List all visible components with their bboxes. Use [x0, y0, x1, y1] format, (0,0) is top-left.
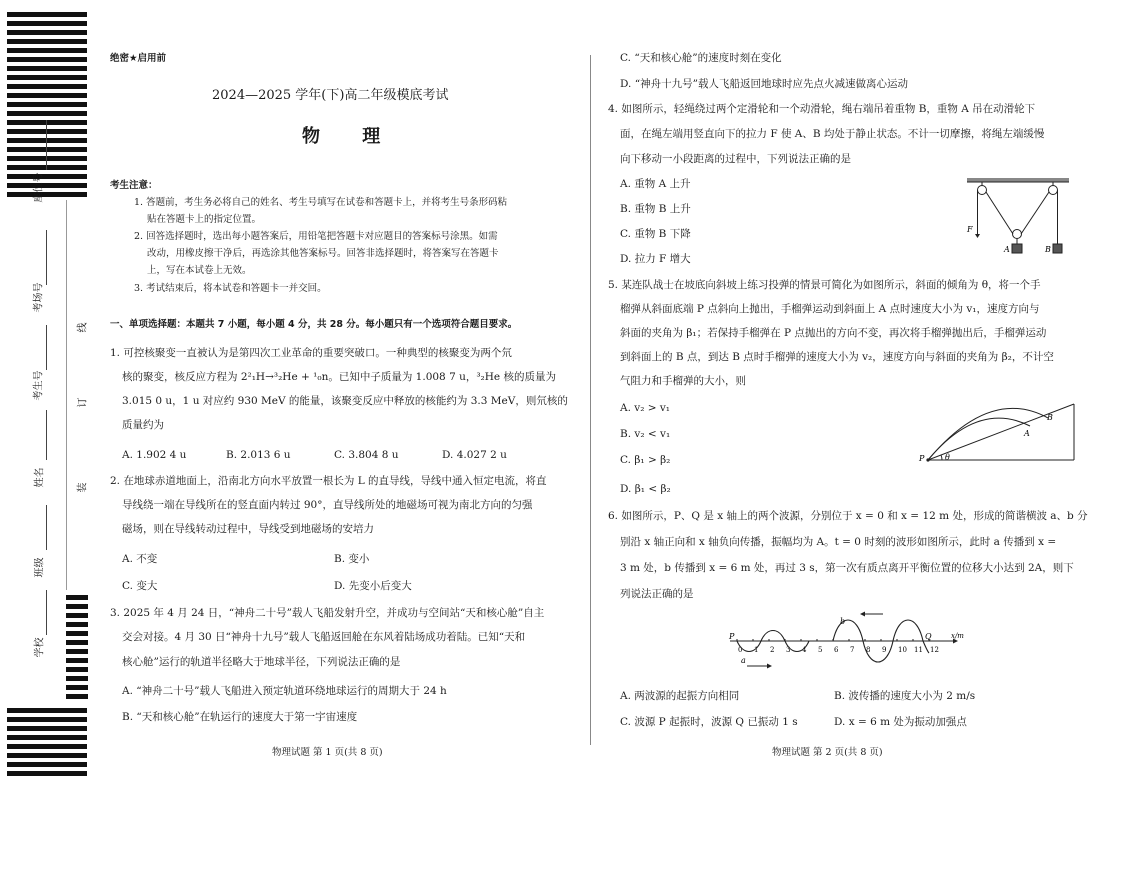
q6-option-a: A. 两波源的起振方向相同 — [620, 690, 740, 702]
label-q: Q — [925, 632, 932, 641]
label-class: 班级 — [34, 557, 46, 578]
q5-option-d: D. β₁ < β₂ — [620, 483, 671, 495]
notice-line: 3. 考试结束后，将本试卷和答题卡一并交回。 — [134, 283, 327, 294]
q3-option-a: A. “神舟二十号”载人飞船进入预定轨道环绕地球运行的周期大于 24 h — [122, 685, 447, 697]
axis-tick-label: 4 — [802, 646, 807, 654]
label-p: P — [919, 454, 925, 463]
q6-wave-figure — [725, 608, 970, 670]
label-a: a — [741, 656, 746, 665]
axis-tick-label: 5 — [818, 646, 823, 654]
q5-option-c: C. β₁ > β₂ — [620, 454, 671, 466]
footer-right: 物理试题 第 2 页(共 8 页) — [772, 747, 883, 758]
label-f: F — [967, 225, 973, 234]
q3-option-b: B. “天和核心舱”在轨运行的速度大于第一宇宙速度 — [122, 711, 358, 723]
arrow-right-icon — [767, 664, 772, 669]
notice-line: 上，写在本试卷上无效。 — [147, 265, 252, 276]
axis-tick-label: 3 — [786, 646, 791, 654]
pulley-moving-icon — [1013, 230, 1022, 239]
axis-tick-label: 9 — [882, 646, 887, 654]
pulley-left-icon — [978, 186, 987, 195]
q1-option-d: D. 4.027 2 u — [442, 449, 507, 461]
q2-line: 导线绕一端在导线所在的竖直面内转过 90°，直导线所处的地磁场可视为南北方向的匀强 — [122, 499, 533, 511]
q2-option-d: D. 先变小后变大 — [334, 580, 412, 592]
label-axis: x/m — [951, 632, 964, 640]
q4-option-c: C. 重物 B 下降 — [620, 228, 691, 240]
label-school: 学校 — [34, 637, 46, 658]
arrow-left-icon — [860, 612, 865, 617]
q3-line: 交会对接。4 月 30 日“神舟十九号”载人飞船返回舱在东风着陆场成功着陆。已知“天和 — [122, 631, 526, 643]
axis-tick-label: 12 — [930, 646, 939, 654]
q1-option-c: C. 3.804 8 u — [334, 449, 399, 461]
label-b: B — [1047, 413, 1053, 422]
axis-tick-label: 10 — [898, 646, 907, 654]
weight-a — [1012, 244, 1022, 253]
secret-mark: 绝密★启用前 — [110, 53, 167, 64]
q3-option-c: C. “天和核心舱”的速度时刻在变化 — [620, 52, 782, 64]
force-arrow-icon — [975, 234, 980, 238]
axis-tick-label: 7 — [850, 646, 855, 654]
label-a: A — [1024, 429, 1030, 438]
q4-pulley-figure — [962, 172, 1074, 258]
subject-title: 物 理 — [302, 126, 399, 147]
axis-tick-label: 8 — [866, 646, 871, 654]
q3-line: 3. 2025 年 4 月 24 日，“神舟二十号”载人飞船发射升空，并成功与空间站“天和核心舱”自主 — [110, 607, 545, 619]
q6-line: 6. 如图所示，P、Q 是 x 轴上的两个波源，分别位于 x = 0 和 x = 12 m 处，形成的简谐横波 a、b 分 — [608, 510, 1088, 522]
axis-tick-label: 0 — [738, 646, 743, 654]
q5-option-a: A. v₂ > v₁ — [620, 402, 671, 414]
axis-tick-label: 11 — [914, 646, 923, 654]
exam-title: 2024—2025 学年(下)高二年级模底考试 — [212, 88, 449, 103]
q5-incline-figure — [918, 398, 1078, 466]
label-a: A — [1004, 245, 1010, 254]
label-theta: θ — [945, 453, 950, 462]
q5-line: 榴弹从斜面底端 P 点斜向上抛出，手榴弹运动到斜面上 A 点时速度大小为 v₁，速度方向与 — [620, 303, 1040, 315]
seal-line: 线 — [77, 322, 89, 333]
q1-line: 1. 可控核聚变一直被认为是第四次工业革命的重要突破口。一种典型的核聚变为两个氘 — [110, 347, 512, 359]
footer-left: 物理试题 第 1 页(共 8 页) — [272, 747, 383, 758]
section-heading: 一、单项选择题：本题共 7 小题，每小题 4 分，共 28 分。每小题只有一个选项符合题目要求。 — [110, 319, 518, 330]
label-examinee-no: 考生号 — [33, 370, 45, 401]
seal-pack: 装 — [77, 482, 89, 493]
q1-line: 3.015 0 u，1 u 对应约 930 MeV 的能量，该聚变反应中释放的核能约为 3.3 MeV，则氘核的 — [122, 395, 568, 407]
notice-line: 1. 答题前，考生务必将自己的姓名、考生号填写在试卷和答题卡上，并将考生号条形码粘 — [134, 197, 508, 208]
q4-option-a: A. 重物 A 上升 — [620, 178, 691, 190]
q1-option-a: A. 1.902 4 u — [122, 449, 187, 461]
q5-line: 气阻力和手榴弹的大小，则 — [620, 375, 746, 387]
axis-tick-label: 1 — [754, 646, 759, 654]
q4-line: 面，在绳左端用竖直向下的拉力 F 使 A、B 均处于静止状态。不计一切摩擦，将绳左端缓慢 — [620, 128, 1045, 140]
q4-line: 向下移动一小段距离的过程中，下列说法正确的是 — [620, 153, 851, 165]
q1-line: 核的聚变，核反应方程为 2²₁H→³₂He + ¹₀n。已知中子质量为 1.008 7 u，³₂He 核的质量为 — [122, 371, 556, 383]
q6-option-d: D. x = 6 m 处为振动加强点 — [834, 716, 967, 728]
pulley-right-icon — [1049, 186, 1058, 195]
q4-option-b: B. 重物 B 上升 — [620, 203, 691, 215]
axis-tick-label: 2 — [770, 646, 775, 654]
q1-line: 质量约为 — [122, 419, 164, 431]
q1-option-b: B. 2.013 6 u — [226, 449, 291, 461]
q2-option-b: B. 变小 — [334, 553, 370, 565]
label-b: B — [1045, 245, 1051, 254]
q2-line: 2. 在地球赤道地面上，沿南北方向水平放置一根长为 L 的直导线，导线中通入恒定电流，将直 — [110, 475, 547, 487]
q5-line: 斜面的夹角为 β₁；若保持手榴弹在 P 点抛出的方向不变，再次将手榴弹抛出后，手榴弹运动 — [620, 327, 1047, 339]
q5-line: 到斜面上的 B 点，到达 B 点时手榴弹的速度大小为 v₂，速度方向与斜面的夹角为 β₂，不计空 — [620, 351, 1054, 363]
weight-b — [1053, 244, 1062, 253]
q6-line: 列说法正确的是 — [620, 588, 694, 600]
label-seat: 座位号 — [33, 172, 45, 203]
notice-line: 2. 回答选择题时，选出每小题答案后，用铅笔把答题卡对应题目的答案标号涂黑。如需 — [134, 231, 498, 242]
axis-tick-label: 6 — [834, 646, 839, 654]
label-b: b — [840, 617, 846, 626]
q6-line: 别沿 x 轴正向和 x 轴负向传播，振幅均为 A。t = 0 时刻的波形如图所示，此时 a 传播到 x = — [620, 536, 1057, 548]
label-p: P — [729, 632, 735, 641]
label-room: 考场号 — [33, 282, 45, 313]
ceiling — [967, 178, 1069, 182]
seal-bind: 订 — [77, 397, 89, 408]
q5-option-b: B. v₂ < v₁ — [620, 428, 671, 440]
q3-line: 核心舱”运行的轨道半径略大于地球半径，下列说法正确的是 — [122, 656, 401, 668]
q6-option-c: C. 波源 P 起振时，波源 Q 已振动 1 s — [620, 716, 798, 728]
q6-line: 3 m 处，b 传播到 x = 6 m 处，再过 3 s，第一次有质点离开平衡位置的位移大小达到 2A，则下 — [620, 562, 1074, 574]
notice-line: 贴在答题卡上的指定位置。 — [147, 214, 262, 225]
notice-heading: 考生注意： — [110, 180, 158, 191]
q5-line: 5. 某连队战士在坡底向斜坡上练习投弹的情景可简化为如图所示，斜面的倾角为 θ，将一个手 — [608, 279, 1041, 291]
q2-option-c: C. 变大 — [122, 580, 158, 592]
label-name: 姓名 — [34, 467, 46, 488]
q4-line: 4. 如图所示，轻绳绕过两个定滑轮和一个动滑轮，绳右端吊着重物 B，重物 A 吊在动滑轮下 — [608, 103, 1036, 115]
q3-option-d: D. “神舟十九号”载人飞船返回地球时应先点火减速做离心运动 — [620, 78, 908, 90]
q2-line: 磁场，则在导线转动过程中，导线受到地磁场的安培力 — [122, 523, 374, 535]
q4-option-d: D. 拉力 F 增大 — [620, 253, 691, 265]
q2-option-a: A. 不变 — [122, 553, 158, 565]
q6-option-b: B. 波传播的速度大小为 2 m/s — [834, 690, 976, 702]
column-divider — [590, 55, 591, 745]
notice-line: 改动，用橡皮擦干净后，再选涂其他答案标号。回答非选择题时，将答案写在答题卡 — [147, 248, 499, 259]
